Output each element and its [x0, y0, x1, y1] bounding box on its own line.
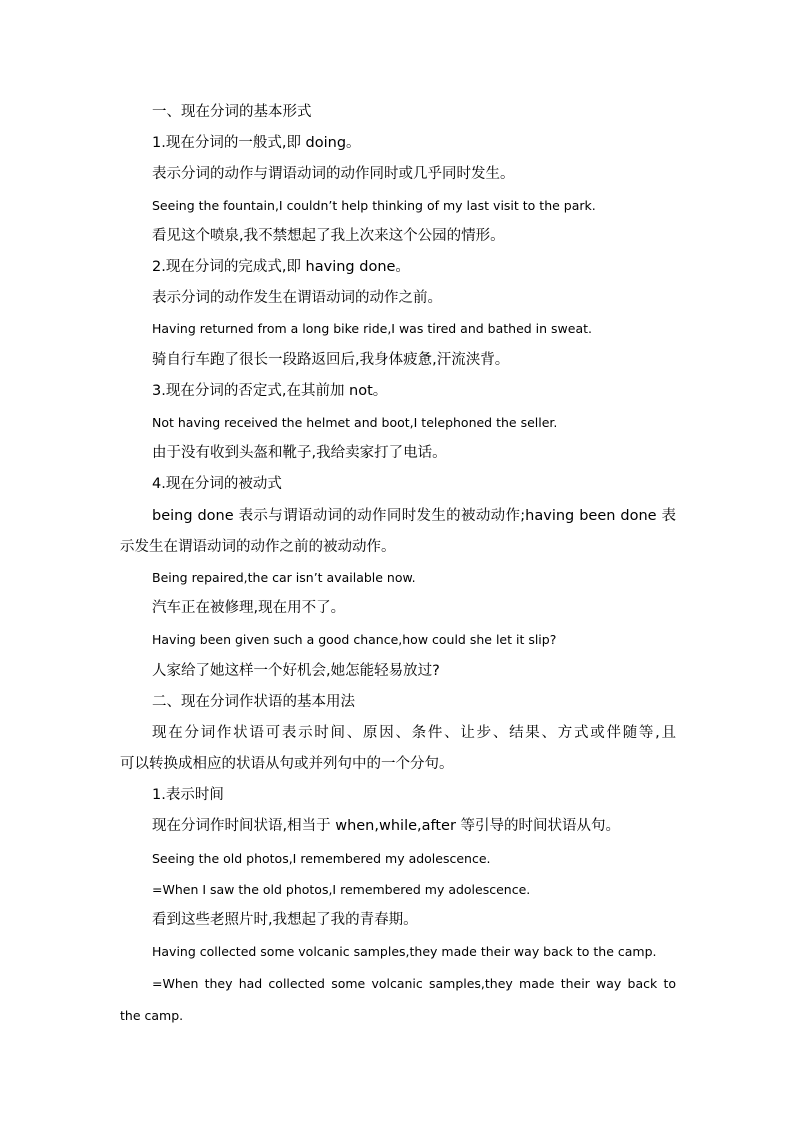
translation: 看到这些老照片时,我想起了我的青春期。 — [152, 912, 418, 928]
translation: 看见这个喷泉,我不禁想起了我上次来这个公园的情形。 — [152, 228, 505, 244]
section-heading-1: 一、现在分词的基本形式 — [152, 104, 312, 120]
example-sentence: Having been given such a good chance,how could she let it slip? — [152, 632, 557, 647]
translation: 由于没有收到头盔和靴子,我给卖家打了电话。 — [152, 445, 447, 461]
subheading-time: 1.表示时间 — [152, 787, 224, 803]
example-sentence: Being repaired,the car isn’t available now. — [152, 570, 416, 585]
subheading-1: 1.现在分词的一般式,即 doing。 — [152, 135, 361, 151]
paragraph-line: 现在分词作状语可表示时间、原因、条件、让步、结果、方式或伴随等,且 — [152, 725, 676, 741]
paragraph: 表示分词的动作发生在谓语动词的动作之前。 — [152, 290, 442, 306]
paragraph-line: 示发生在谓语动词的动作之前的被动动作。 — [120, 539, 396, 555]
example-sentence: Having returned from a long bike ride,I was tired and bathed in sweat. — [152, 321, 593, 336]
subheading-2: 2.现在分词的完成式,即 having done。 — [152, 259, 410, 275]
paragraph-line: 可以转换成相应的状语从句或并列句中的一个分句。 — [120, 756, 454, 772]
example-sentence: =When they had collected some volcanic samples,they made their way back to — [152, 976, 676, 991]
section-heading-2: 二、现在分词作状语的基本用法 — [152, 694, 355, 710]
example-sentence: Having collected some volcanic samples,they made their way back to the camp. — [152, 944, 657, 959]
example-sentence: Seeing the old photos,I remembered my adolescence. — [152, 851, 491, 866]
example-sentence: =When I saw the old photos,I remembered my adolescence. — [152, 882, 531, 897]
example-sentence: the camp. — [120, 1008, 184, 1023]
example-sentence: Seeing the fountain,I couldn’t help thinking of my last visit to the park. — [152, 198, 596, 213]
paragraph-line: being done 表示与谓语动词的动作同时发生的被动动作;having been done 表 — [152, 508, 676, 524]
subheading-4: 4.现在分词的被动式 — [152, 476, 282, 492]
translation: 骑自行车跑了很长一段路返回后,我身体疲惫,汗流浃背。 — [152, 352, 510, 368]
translation: 汽车正在被修理,现在用不了。 — [152, 600, 346, 616]
translation: 人家给了她这样一个好机会,她怎能轻易放过? — [152, 663, 440, 679]
example-sentence: Not having received the helmet and boot,I telephoned the seller. — [152, 415, 558, 430]
subheading-3: 3.现在分词的否定式,在其前加 not。 — [152, 383, 388, 399]
paragraph: 表示分词的动作与谓语动词的动作同时或几乎同时发生。 — [152, 166, 515, 182]
paragraph: 现在分词作时间状语,相当于 when,while,after 等引导的时间状语从句。 — [152, 818, 621, 834]
